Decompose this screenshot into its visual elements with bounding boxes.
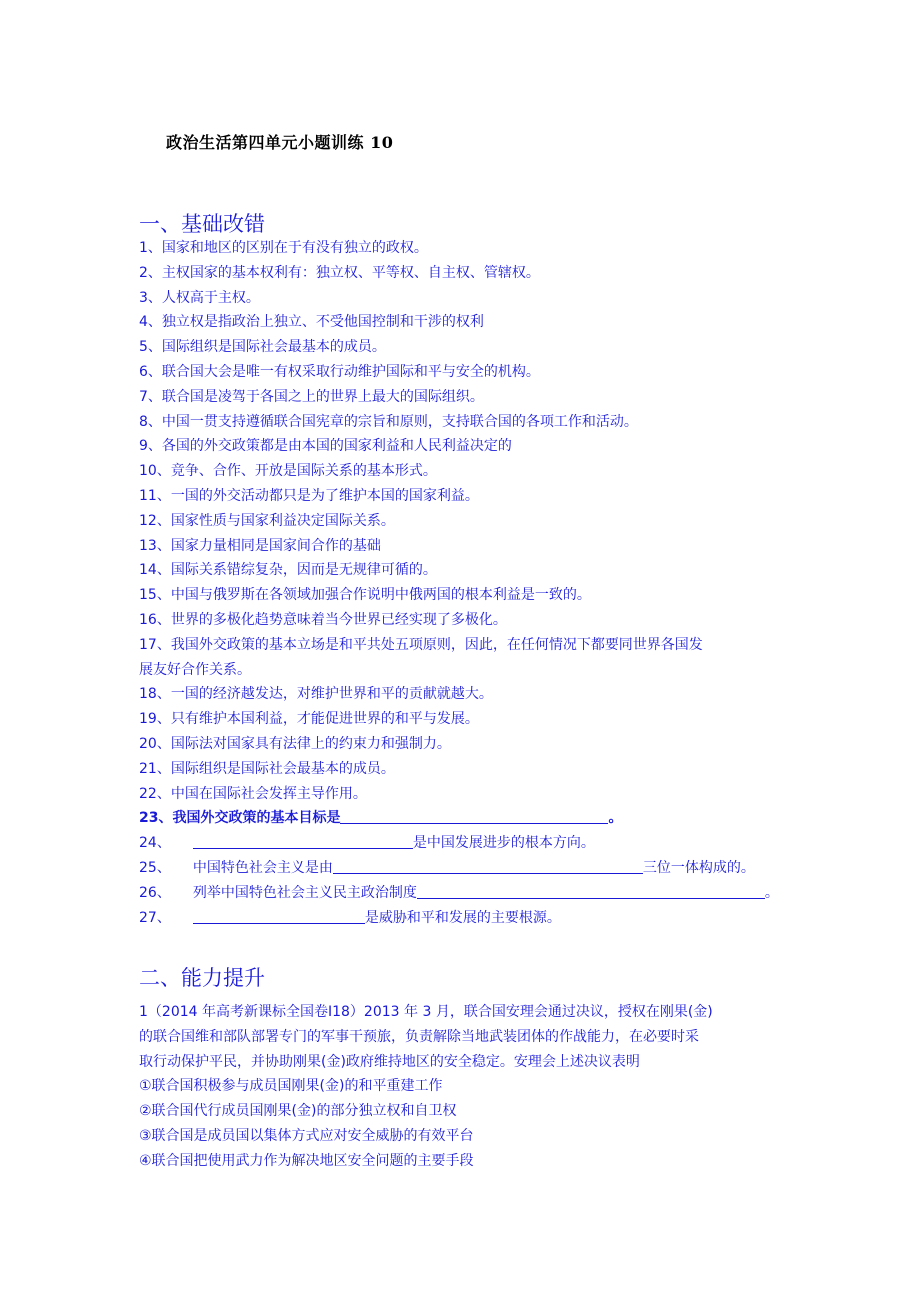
fill-item-text: 是威胁和平和发展的主要根源。 bbox=[364, 909, 561, 926]
list-item: 1、国家和地区的区别在于有没有独立的政权。 bbox=[139, 240, 428, 256]
answer-blank[interactable] bbox=[417, 882, 765, 899]
fill-item-number: 24、 bbox=[139, 835, 171, 852]
section-heading-basic-correction: 一、基础改错 bbox=[139, 212, 265, 236]
list-item: 6、联合国大会是唯一有权采取行动维护国际和平与安全的机构。 bbox=[139, 363, 540, 380]
fill-item-number: 27、 bbox=[139, 909, 171, 926]
fill-item-24 bbox=[139, 831, 819, 856]
list-item: 20、国际法对国家具有法律上的约束力和强制力。 bbox=[139, 735, 451, 752]
fill-item-end: 。 bbox=[608, 810, 623, 827]
list-item: 17、我国外交政策的基本立场是和平共处五项原则，因此，在任何情况下都要同世界各国发 bbox=[139, 636, 703, 653]
answer-blank[interactable] bbox=[340, 807, 608, 824]
list-item: 16、世界的多极化趋势意味着当今世界已经实现了多极化。 bbox=[139, 611, 507, 628]
fill-item-27 bbox=[139, 906, 819, 931]
fill-item-25 bbox=[139, 856, 819, 881]
list-item-continuation: 展友好合作关系。 bbox=[139, 661, 251, 678]
list-item: 3、人权高于主权。 bbox=[139, 289, 260, 306]
list-item: 11、一国的外交活动都只是为了维护本国的国家利益。 bbox=[139, 487, 479, 504]
question-line: 1（2014 年高考新课标全国卷Ⅰ18）2013 年 3 月，联合国安理会通过决议，授权在刚果(金) bbox=[139, 1004, 713, 1020]
fill-item-text: 是中国发展进步的根本方向。 bbox=[412, 835, 595, 852]
fill-item-end: 三位一体构成的。 bbox=[642, 859, 755, 876]
list-item: 22、中国在国际社会发挥主导作用。 bbox=[139, 785, 367, 802]
fill-item-26 bbox=[139, 881, 819, 906]
answer-option: ①联合国积极参与成员国刚果(金)的和平重建工作 bbox=[139, 1078, 443, 1095]
correction-list bbox=[139, 236, 819, 930]
fill-item-number: 25、 bbox=[139, 859, 171, 876]
answer-blank[interactable] bbox=[193, 907, 365, 924]
fill-item-text: 23、我国外交政策的基本目标是 bbox=[139, 810, 341, 827]
question-line: 的联合国维和部队部署专门的军事干预旅，负责解除当地武装团体的作战能力，在必要时采 bbox=[139, 1028, 699, 1045]
list-item: 12、国家性质与国家利益决定国际关系。 bbox=[139, 512, 395, 529]
list-item: 21、国际组织是国际社会最基本的成员。 bbox=[139, 760, 395, 777]
list-item: 8、中国一贯支持遵循联合国宪章的宗旨和原则，支持联合国的各项工作和活动。 bbox=[139, 413, 638, 430]
fill-item-number: 26、 bbox=[139, 884, 171, 901]
list-item: 19、只有维护本国利益，才能促进世界的和平与发展。 bbox=[139, 711, 479, 728]
answer-option: ③联合国是成员国以集体方式应对安全威胁的有效平台 bbox=[139, 1127, 474, 1144]
answer-blank[interactable] bbox=[193, 832, 413, 849]
fill-item-23 bbox=[139, 806, 819, 831]
list-item: 15、中国与俄罗斯在各领域加强合作说明中俄两国的根本利益是一致的。 bbox=[139, 587, 591, 604]
answer-option: ④联合国把使用武力作为解决地区安全问题的主要手段 bbox=[139, 1152, 474, 1169]
question-block bbox=[139, 1000, 799, 1174]
list-item: 5、国际组织是国际社会最基本的成员。 bbox=[139, 339, 386, 356]
list-item: 18、一国的经济越发达，对维护世界和平的贡献就越大。 bbox=[139, 686, 493, 703]
answer-option: ②联合国代行成员国刚果(金)的部分独立权和自卫权 bbox=[139, 1103, 457, 1120]
document-title: 政治生活第四单元小题训练 10 bbox=[166, 133, 394, 152]
question-line: 取行动保护平民，并协助刚果(金)政府维持地区的安全稳定。安理会上述决议表明 bbox=[139, 1053, 640, 1070]
fill-item-text: 列举中国特色社会主义民主政治制度 bbox=[192, 884, 417, 901]
list-item: 2、主权国家的基本权利有：独立权、平等权、自主权、管辖权。 bbox=[139, 264, 540, 281]
section-heading-ability: 二、能力提升 bbox=[139, 966, 265, 990]
list-item: 14、国际关系错综复杂，因而是无规律可循的。 bbox=[139, 562, 437, 579]
list-item: 10、竞争、合作、开放是国际关系的基本形式。 bbox=[139, 463, 437, 480]
list-item: 13、国家力量相同是国家间合作的基础 bbox=[139, 537, 381, 554]
fill-item-text: 中国特色社会主义是由 bbox=[192, 859, 333, 876]
fill-item-end: 。 bbox=[764, 884, 779, 901]
list-item: 7、联合国是凌驾于各国之上的世界上最大的国际组织。 bbox=[139, 388, 484, 405]
answer-blank[interactable] bbox=[333, 857, 643, 874]
list-item: 4、独立权是指政治上独立、不受他国控制和干涉的权利 bbox=[139, 314, 484, 331]
list-item: 9、各国的外交政策都是由本国的国家利益和人民利益决定的 bbox=[139, 438, 512, 455]
